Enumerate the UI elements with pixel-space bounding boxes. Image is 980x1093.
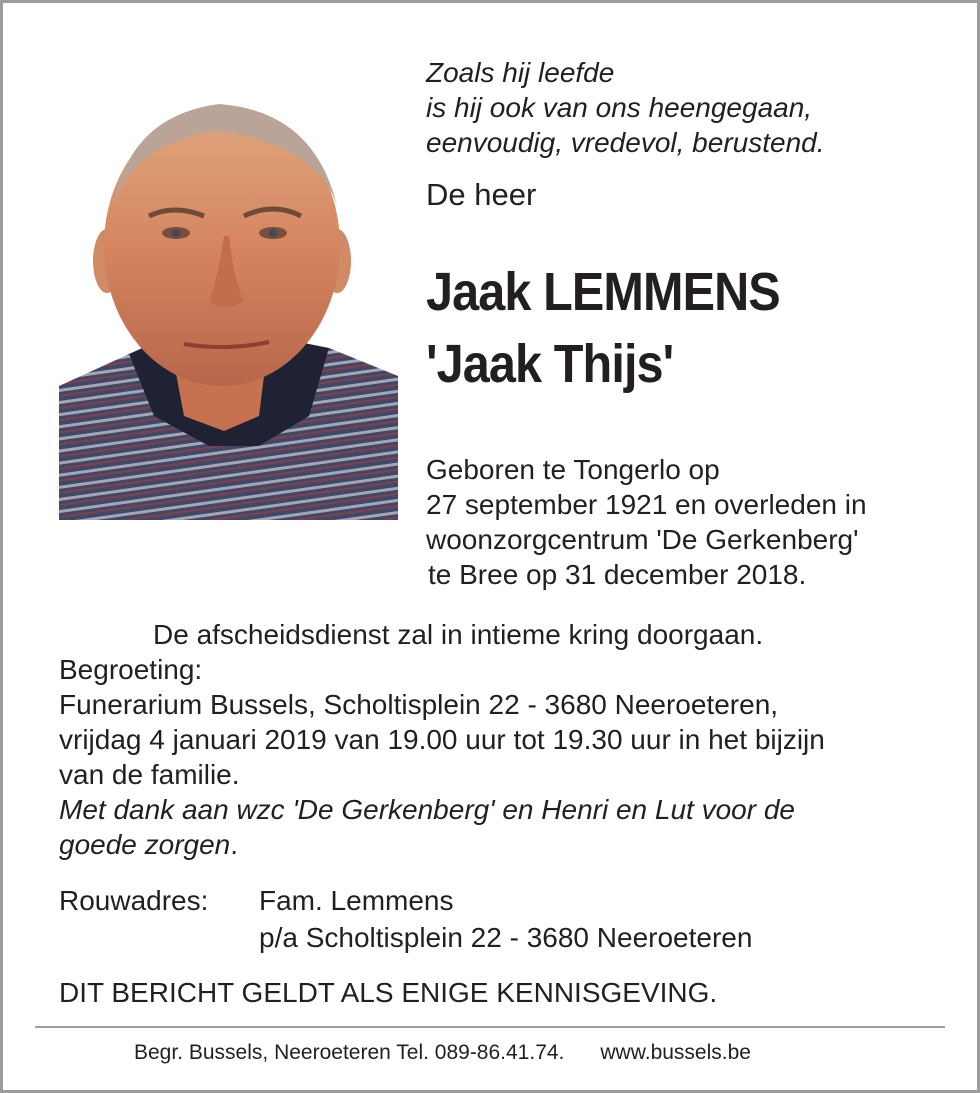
- poem-line: is hij ook van ons heengegaan,: [426, 92, 813, 123]
- funeral-home-info: Begr. Bussels, Neeroeteren Tel. 089-86.41.74.: [134, 1041, 565, 1064]
- footer: [134, 1041, 751, 1065]
- greeting-place: Funerarium Bussels, Scholtisplein 22 - 3680 Neeroeteren,: [59, 689, 779, 720]
- address-spacer: [59, 919, 259, 956]
- detail-line: Geboren te Tongerlo op: [426, 454, 720, 485]
- detail-line: 27 september 1921 en overleden in: [426, 489, 867, 520]
- address-label: Rouwadres:: [59, 885, 209, 916]
- divider: [35, 1026, 945, 1028]
- address-row: [59, 882, 752, 919]
- birth-death-details: [426, 452, 867, 592]
- portrait-photo: [59, 86, 398, 520]
- notice-text: DIT BERICHT GELDT ALS ENIGE KENNISGEVING.: [59, 977, 718, 1008]
- detail-line: woonzorgcentrum 'De Gerkenberg': [426, 524, 859, 555]
- farewell-text: De afscheidsdienst zal in intieme kring doorgaan.: [153, 619, 764, 650]
- address-row: [59, 919, 752, 956]
- full-name: Jaak LEMMENS: [426, 262, 780, 322]
- poem-line: eenvoudig, vredevol, berustend.: [426, 127, 825, 158]
- deceased-name: [426, 256, 780, 400]
- greeting-time: vrijdag 4 januari 2019 van 19.00 uur tot 19.30 uur in het bijzijn: [59, 724, 825, 755]
- address-street: p/a Scholtisplein 22 - 3680 Neeroeteren: [259, 922, 753, 953]
- honorific-title: De heer: [426, 177, 537, 212]
- greeting-label: Begroeting:: [59, 654, 203, 685]
- detail-line: te Bree op 31 december 2018.: [428, 559, 807, 590]
- thanks-text: goede zorgen: [59, 829, 231, 860]
- address-name: Fam. Lemmens: [259, 885, 454, 916]
- memorial-poem: [426, 55, 825, 160]
- thanks-period: .: [230, 829, 239, 860]
- greeting-family: van de familie.: [59, 759, 240, 790]
- thanks-line-2: [59, 827, 959, 862]
- nickname: 'Jaak Thijs': [426, 334, 674, 394]
- thanks-line: Met dank aan wzc 'De Gerkenberg' en Henri en Lut voor de: [59, 794, 795, 825]
- poem-line: Zoals hij leefde: [426, 57, 615, 88]
- service-details: [59, 617, 959, 862]
- website-link[interactable]: www.bussels.be: [600, 1041, 751, 1064]
- mourning-address: [59, 882, 752, 956]
